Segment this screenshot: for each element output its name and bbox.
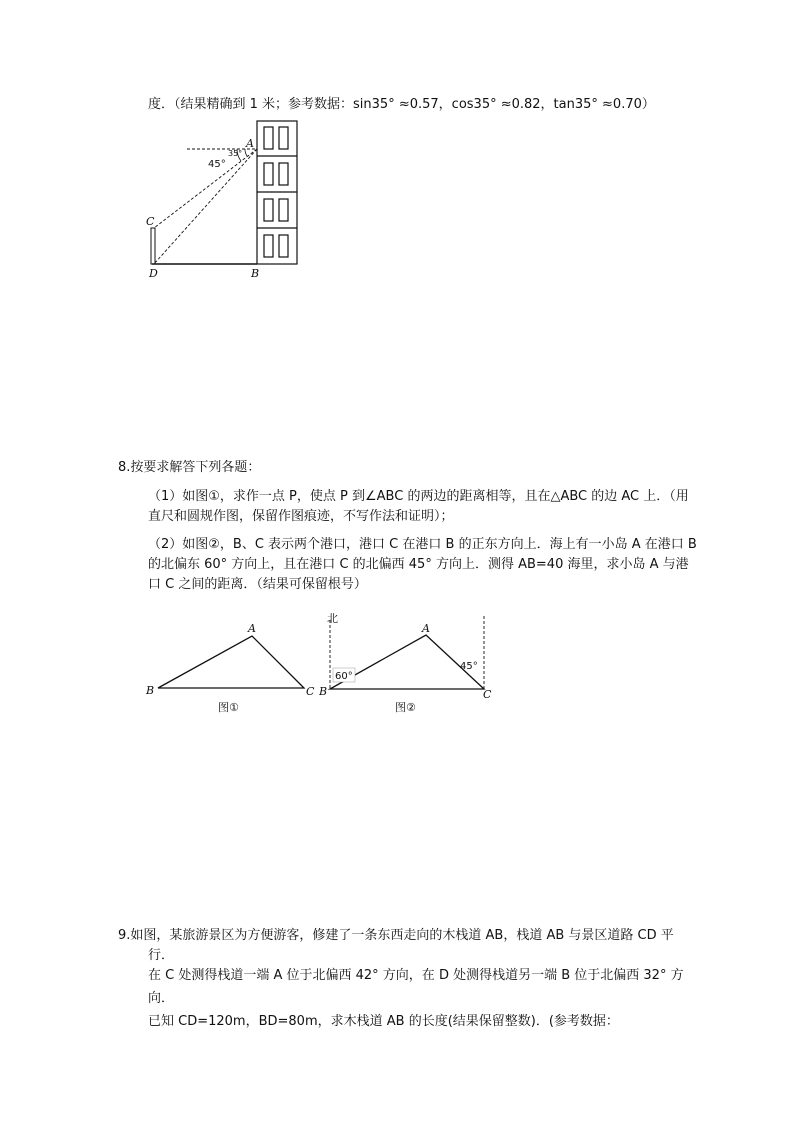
label-c: C	[306, 685, 315, 698]
p8-q2-line3: 口 C 之间的距离．（结果可保留根号）	[148, 577, 367, 592]
triangle-abc	[158, 636, 304, 688]
label-b: B	[251, 267, 260, 280]
label-b: B	[146, 684, 155, 697]
p9-line2: 行．	[148, 948, 175, 963]
label-a: A	[246, 137, 254, 150]
label-d: D	[149, 267, 158, 280]
p9-line1: 9.如图，某旅游景区为方便游客，修建了一条东西走向的木栈道 AB，栈道 AB 与景区道路 CD 平	[118, 928, 674, 943]
label-c: C	[483, 688, 492, 701]
p8-heading: 8.按要求解答下列各题：	[118, 460, 261, 475]
building	[257, 121, 297, 264]
label-b: B	[319, 685, 328, 698]
p8-q2-line2: 的北偏东 60° 方向上，且在港口 C 的北偏西 45° 方向上．测得 AB=40 海里，求小岛 A 与港	[148, 557, 689, 572]
figure-building-angles	[140, 115, 310, 280]
sight-line-ad	[154, 149, 257, 264]
caption-fig2: 图②	[395, 701, 416, 714]
label-a: A	[422, 622, 430, 635]
label-c: C	[146, 215, 155, 228]
label-angle-60: 60°	[335, 671, 353, 682]
p9-line4: 向．	[148, 991, 175, 1006]
label-angle-45: 45°	[208, 159, 226, 170]
figure-1-triangle	[140, 615, 320, 720]
label-angle-45: 45°	[460, 661, 478, 672]
p8-q1-line2: 直尺和圆规作图，保留作图痕迹，不写作法和证明）；	[148, 509, 454, 524]
caption-fig1: 图①	[218, 701, 239, 714]
pole-cd	[151, 228, 155, 264]
sight-line-ac	[154, 149, 257, 228]
label-a: A	[248, 622, 256, 635]
label-angle-35: 35°	[228, 149, 243, 158]
p7-reference-line: 度．（结果精确到 1 米；参考数据：sin35° ≈0.57，cos35° ≈0.82，tan35° ≈0.70）	[148, 97, 655, 112]
p9-line3: 在 C 处测得栈道一端 A 位于北偏西 42° 方向，在 D 处测得栈道另一端 B 位于北偏西 32° 方	[148, 968, 684, 983]
angle-arc-35	[245, 149, 247, 156]
p8-q1-line1: （1）如图①，求作一点 P，使点 P 到∠ABC 的两边的距离相等，且在△ABC 的边 AC 上．（用	[148, 489, 689, 504]
figure-2-ports	[318, 606, 498, 721]
p8-q2-line1: （2）如图②，B、C 表示两个港口，港口 C 在港口 B 的正东方向上．海上有一小岛 A 在港口 B	[148, 537, 697, 552]
north-label: 北	[327, 612, 338, 625]
p9-line5: 已知 CD=120m，BD=80m，求木栈道 AB 的长度(结果保留整数)．(参考数据：	[148, 1014, 619, 1029]
